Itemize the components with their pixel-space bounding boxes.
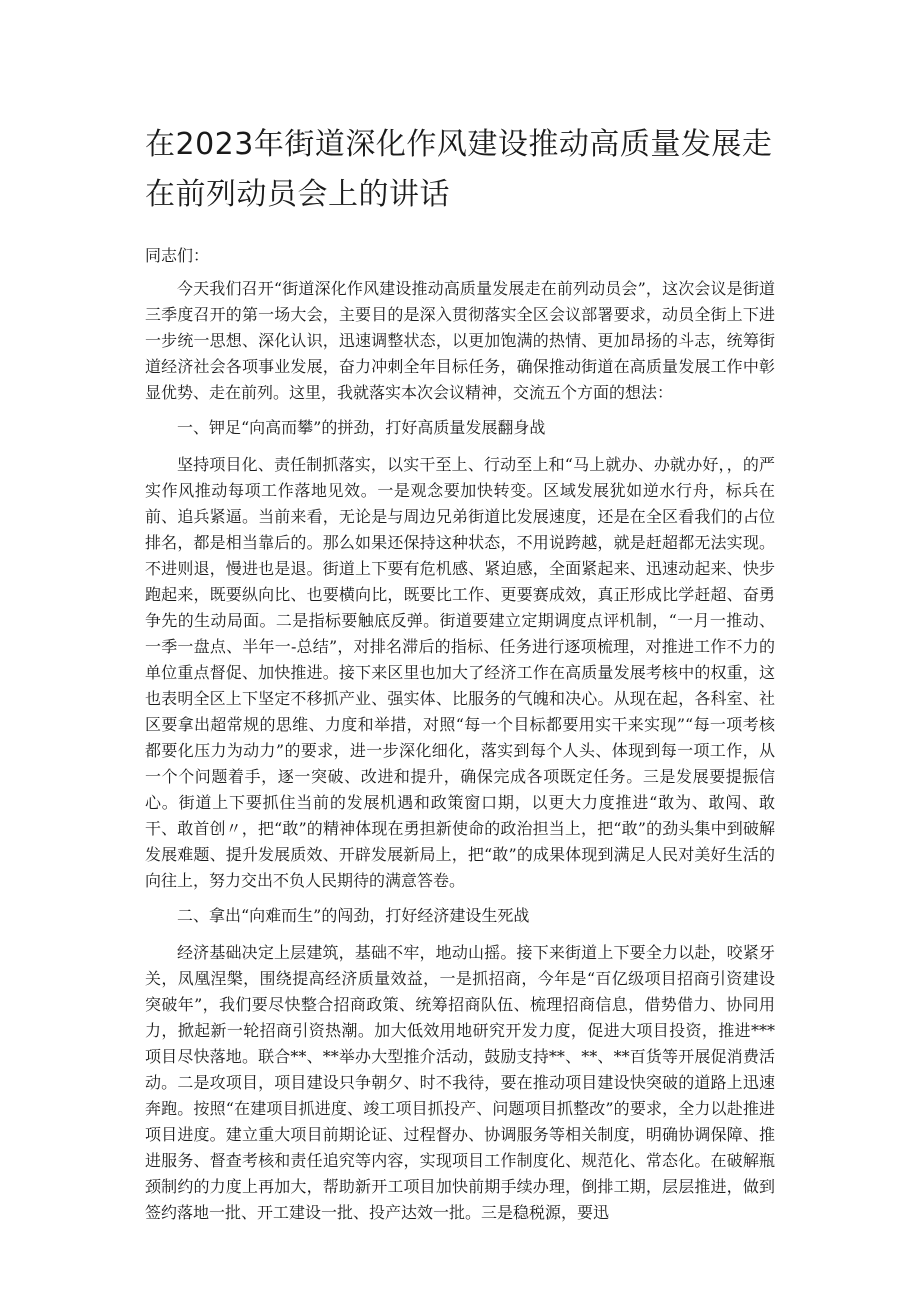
salutation: 同志们： [145,246,210,265]
section-2-heading: 二、拿出“向难而生”的闯劲，打好经济建设生死战 [177,906,530,925]
document-title: 在2023年街道深化作风建设推动高质量发展走在前列动员会上的讲话 [145,127,773,212]
intro-paragraph: 今天我们召开“街道深化作风建设推动高质量发展走在前列动员会”，这次会议是街道三季度召开的第一场大会，主要目的是深入贯彻落实全区会议部署要求，动员全街上下进一步统一思想、深化认识，迅速调整状态，以更加饱满的热情、更加昂扬的斗志，统筹街道经济社会各项事业发展，奋力冲刺全年目标任务，确保推动街道在高质量发展工作中彰显优势、走在前列。这里，我就落实本次会议精神，交流五个方面的想法： [145,279,775,402]
section-1-paragraph: 坚持项目化、责任制抓落实，以实干至上、行动至上和“马上就办、办就办好，，的严实作风推动每项工作落地见效。一是观念要加快转变。区域发展犹如逆水行舟，标兵在前、追兵紧逼。当前来看，无论是与周边兄弟街道比发展速度，还是在全区看我们的占位排名，都是相当靠后的。那么如果还保持这种状态，不用说跨越，就是赶超都无法实现。不进则退，慢进也是退。街道上下要有危机感、紧迫感，全面紧起来、迅速动起来、快步跑起来，既要纵向比、也要横向比，既要比工作、更要赛成效，真正形成比学赶超、奋勇争先的生动局面。二是指标要触底反弹。街道要建立定期调度点评机制，“一月一推动、一季一盘点、半年一-总结”，对排名滞后的指标、任务进行逐项梳理，对推进工作不力的单位重点督促、加快推进。接下来区里也加大了经济工作在高质量发展考核中的权重，这也表明全区上下坚定不移抓产业、强实体、比服务的气魄和决心。从现在起，各科室、社区要拿出超常规的思维、力度和举措，对照“每一个目标都要用实干来实现”“每一项考核都要化压力为动力”的要求，进一步深化细化，落实到每个人头、体现到每一项工作，从一个个问题着手，逐一突破、改进和提升，确保完成各项既定任务。三是发展要提振信心。街道上下要抓住当前的发展机遇和政策窗口期，以更大力度推进“敢为、敢闯、敢干、敢首创〃，把“敢”的精神体现在勇担新使命的政治担当上，把“敢”的劲头集中到破解发展难题、提升发展质效、开辟发展新局上，把“敢”的成果体现到满足人民对美好生活的向往上，努力交出不负人民期待的满意答卷。 [145,455,775,890]
section-2-paragraph: 经济基础决定上层建筑，基础不牢，地动山摇。接下来街道上下要全力以赴，咬紧牙关，凤凰涅槃，围绕提高经济质量效益，一是抓招商，今年是“百亿级项目招商引资建设突破年”，我们要尽快整合招商政策、统筹招商队伍、梳理招商信息，借势借力、协同用力，掀起新一轮招商引资热潮。加大低效用地研究开发力度，促进大项目投资，推进***项目尽快落地。联合**、**举办大型推介活动，鼓励支持**、**、**百货等开展促消费活动。二是攻项目，项目建设只争朝夕、时不我待，要在推动项目建设快突破的道路上迅速奔跑。按照“在建项目抓进度、竣工项目抓投产、问题项目抓整改”的要求，全力以赴推进项目进度。建立重大项目前期论证、过程督办、协调服务等相关制度，明确协调保障、推进服务、督查考核和责任追究等内容，实现项目工作制度化、规范化、常态化。在破解瓶颈制约的力度上再加大，帮助新开工项目加快前期手续办理，倒排工期，层层推进，做到签约落地一批、开工建设一批、投产达效一批。三是稳税源，要迅 [145,943,775,1222]
section-1-heading: 一、钾足“向高而攀”的拼劲，打好高质量发展翻身战 [177,418,546,437]
